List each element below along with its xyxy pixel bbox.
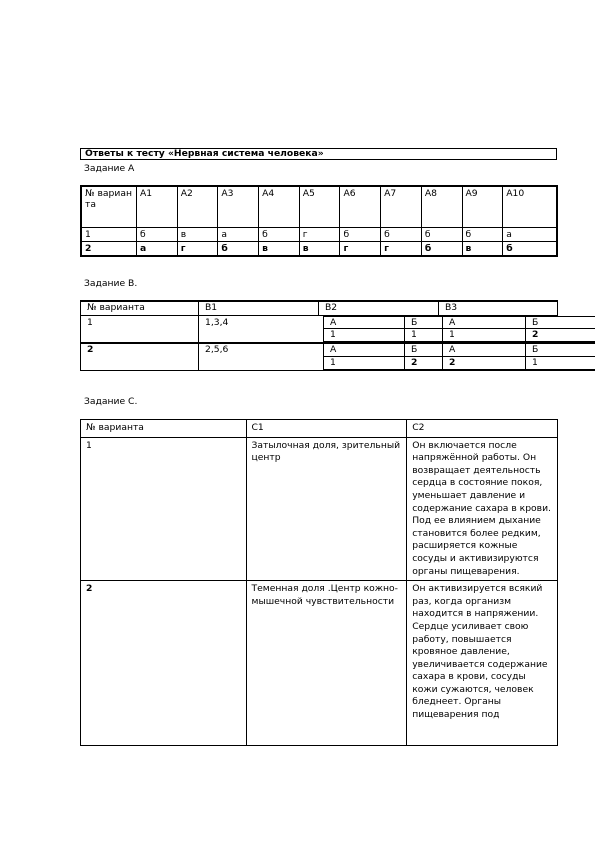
document-title: Ответы к тесту «Нервная система человека» bbox=[80, 148, 557, 160]
table-a-header-cell: А7 bbox=[381, 186, 422, 228]
table-a-answer-cell: в bbox=[259, 242, 300, 257]
table-a-header-cell: А6 bbox=[340, 186, 381, 228]
table-b-b2-label-a: А bbox=[330, 317, 337, 328]
table-a-header-row bbox=[81, 186, 557, 228]
table-b-variant-cell: 2 bbox=[87, 344, 94, 355]
table-c-variant-cell: 2 bbox=[81, 581, 247, 746]
table-a-answer-cell: а bbox=[137, 242, 178, 257]
table-a-answer-cell: а bbox=[503, 228, 557, 242]
table-a-answer-cell: г bbox=[299, 228, 340, 242]
table-a-variant-cell: 1 bbox=[81, 228, 137, 242]
table-a-header-cell: А8 bbox=[421, 186, 462, 228]
table-b-header-b2: В2 bbox=[325, 302, 338, 313]
table-b-b2-value: 2 bbox=[411, 357, 418, 368]
table-row bbox=[81, 581, 558, 746]
table-a-answer-cell: б bbox=[340, 228, 381, 242]
table-row bbox=[81, 228, 557, 242]
section-b-heading: Задание В. bbox=[84, 278, 138, 289]
table-b-b2-label-b: Б bbox=[411, 317, 418, 328]
table-a-answer-cell: г bbox=[177, 242, 218, 257]
table-a-answer-cell: б bbox=[259, 228, 300, 242]
table-b-header-variant: № варианта bbox=[87, 302, 145, 313]
table-b-b2-label-a: А bbox=[330, 344, 337, 355]
table-a-header-variant: № вариан та bbox=[81, 186, 137, 228]
section-c-heading: Задание С. bbox=[84, 396, 138, 407]
table-b-b3-label-b: Б bbox=[532, 344, 539, 355]
table-a-answer-cell: в bbox=[299, 242, 340, 257]
table-c-variant-cell: 1 bbox=[81, 437, 247, 581]
table-c-header-variant: № варианта bbox=[81, 420, 247, 438]
table-a-answer-cell: б bbox=[381, 228, 422, 242]
table-b-b2-value: 1 bbox=[330, 357, 336, 368]
table-b-b2-value: 1 bbox=[411, 329, 417, 340]
section-a-heading: Задание А bbox=[84, 163, 135, 174]
table-c-c2-cell: Он включается после напряжённой работы. Он возвращает деятельность сердца в состояние покоя, уменьшает давление и содержание сахара в крови. Под ее влиянием дыхание становится более редким, расширяется кожные сосуды и активизируются органы пищеварения. bbox=[407, 437, 558, 581]
table-c-c1-cell: Затылочная доля, зрительный центр bbox=[246, 437, 407, 581]
table-a-answer-cell: б bbox=[503, 242, 557, 257]
table-b-b3-label-a: А bbox=[449, 317, 456, 328]
table-c-header-row bbox=[81, 420, 558, 438]
table-a-header-cell: А4 bbox=[259, 186, 300, 228]
table-a-answer-cell: б bbox=[218, 242, 259, 257]
table-a-answer-cell: б bbox=[421, 242, 462, 257]
table-a-header-cell: А5 bbox=[299, 186, 340, 228]
table-b-b2-label-b: Б bbox=[411, 344, 418, 355]
table-b-b1-cell: 1,3,4 bbox=[205, 317, 229, 328]
table-a-variant-cell: 2 bbox=[81, 242, 137, 257]
table-b-variant-cell: 1 bbox=[87, 317, 93, 328]
table-c-header-c2: С2 bbox=[407, 420, 558, 438]
table-a-answer-cell: г bbox=[340, 242, 381, 257]
table-c-header-c1: С1 bbox=[246, 420, 407, 438]
table-a-header-cell: А10 bbox=[503, 186, 557, 228]
table-b-b3-label-a: А bbox=[449, 344, 456, 355]
table-a-answer-cell: б bbox=[421, 228, 462, 242]
table-b-b3-label-b: Б bbox=[532, 317, 539, 328]
table-b-b2-value: 1 bbox=[330, 329, 336, 340]
table-b-b3-value: 2 bbox=[449, 357, 456, 368]
table-a-answer-cell: а bbox=[218, 228, 259, 242]
table-c-c1-cell: Теменная доля .Центр кожно-мышечной чувствительности bbox=[246, 581, 407, 746]
table-a-answer-cell: в bbox=[177, 228, 218, 242]
table-a-header-cell: А3 bbox=[218, 186, 259, 228]
table-a-header-cell: А1 bbox=[137, 186, 178, 228]
table-row bbox=[81, 437, 558, 581]
table-row bbox=[81, 242, 557, 257]
answers-table-a bbox=[80, 185, 558, 257]
table-a-answer-cell: г bbox=[381, 242, 422, 257]
table-a-answer-cell: в bbox=[462, 242, 503, 257]
answers-table-c bbox=[80, 419, 558, 746]
table-b-b1-cell: 2,5,6 bbox=[205, 344, 229, 355]
table-a-header-cell: А9 bbox=[462, 186, 503, 228]
table-c-c2-cell: Он активизируется всякий раз, когда организм находится в напряжении. Сердце усиливает свою работу, повышается кровяное давление, увеличивается содержание сахара в крови, сосуды кожи сужаются, человек бледнеет. Органы пищеварения под bbox=[407, 581, 558, 746]
table-b-b3-value: 2 bbox=[532, 329, 539, 340]
table-a-header-cell: А2 bbox=[177, 186, 218, 228]
table-b-b3-value: 1 bbox=[532, 357, 538, 368]
table-a-answer-cell: б bbox=[462, 228, 503, 242]
table-b-header-b1: В1 bbox=[205, 302, 218, 313]
table-a-answer-cell: б bbox=[137, 228, 178, 242]
table-b-b3-value: 1 bbox=[449, 329, 455, 340]
table-b-header-b3: В3 bbox=[445, 302, 458, 313]
